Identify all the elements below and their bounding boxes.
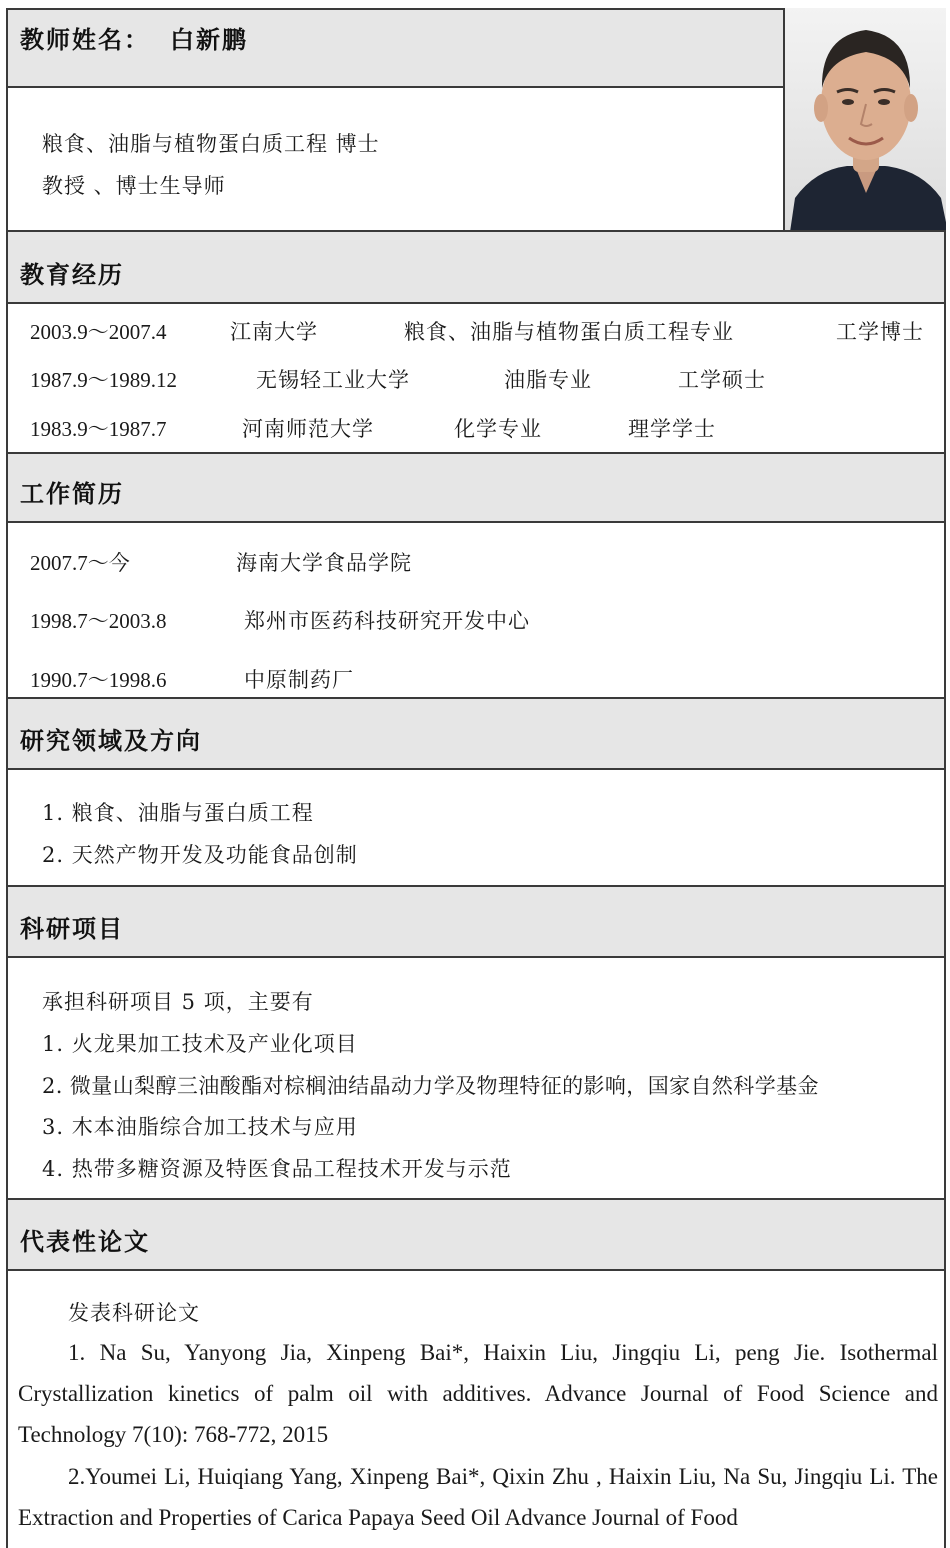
work-period: 1990.7～1998.6 — [30, 668, 167, 692]
work-period: 2007.7～今 — [30, 551, 130, 575]
education-title: 教育经历 — [20, 261, 124, 289]
work-place: 海南大学食品学院 — [236, 551, 412, 575]
projects-intro: 承担科研项目 5 项，主要有 — [42, 990, 314, 1014]
edu-school: 河南师范大学 — [242, 417, 374, 441]
edu-period: 2003.9～2007.4 — [30, 320, 167, 344]
divider — [6, 86, 783, 88]
projects-title: 科研项目 — [20, 915, 124, 943]
edu-period: 1987.9～1989.12 — [30, 368, 177, 392]
divider — [6, 1269, 946, 1271]
edu-period: 1983.9～1987.7 — [30, 417, 167, 441]
title-line: 教授 、博士生导师 — [42, 174, 226, 198]
work-place: 中原制药厂 — [244, 668, 354, 692]
project-item: 4. 热带多糖资源及特医食品工程技术开发与示范 — [42, 1157, 512, 1181]
paper-item: 1. Na Su, Yanyong Jia, Xinpeng Bai*, Haixin Liu, Jingqiu Li, peng Jie. Isothermal Crystallization kinetics of palm oil with additives. Advance Journal of Food Science and Technology 7(10): 768-772, 2015 — [18, 1340, 938, 1447]
work-title: 工作简历 — [20, 480, 124, 508]
edu-degree: 工学博士 — [836, 320, 924, 344]
edu-major: 粮食、油脂与植物蛋白质工程专业 — [404, 320, 734, 344]
teacher-name-row — [20, 20, 248, 55]
work-period: 1998.7～2003.8 — [30, 609, 167, 633]
edu-major: 化学专业 — [454, 417, 542, 441]
edu-degree: 理学学士 — [628, 417, 716, 441]
portrait-image — [785, 8, 946, 232]
paper-item: 2.Youmei Li, Huiqiang Yang, Xinpeng Bai*, Qixin Zhu , Haixin Liu, Na Su, Jingqiu Li. The Extraction and Properties of Carica Papaya Seed Oil Advance Journal of Food — [18, 1464, 938, 1530]
papers-intro: 发表科研论文 — [68, 1301, 200, 1325]
divider — [6, 956, 946, 958]
project-item: 2. 微量山梨醇三油酸酯对棕榈油结晶动力学及物理特征的影响，国家自然科学基金 — [42, 1074, 819, 1098]
teacher-name: 白新鹏 — [170, 26, 248, 54]
research-title: 研究领域及方向 — [20, 727, 202, 755]
research-item: 2. 天然产物开发及功能食品创制 — [42, 843, 358, 867]
divider — [6, 768, 946, 770]
divider — [6, 302, 946, 304]
research-item: 1. 粮食、油脂与蛋白质工程 — [42, 801, 314, 825]
section-band — [8, 232, 944, 302]
work-place: 郑州市医药科技研究开发中心 — [244, 609, 530, 633]
papers-title: 代表性论文 — [20, 1228, 150, 1256]
section-band — [8, 454, 944, 521]
edu-degree: 工学硕士 — [678, 368, 766, 392]
edu-school: 江南大学 — [230, 320, 318, 344]
edu-major: 油脂专业 — [504, 368, 592, 392]
project-item: 3. 木本油脂综合加工技术与应用 — [42, 1115, 358, 1139]
section-band — [8, 887, 944, 956]
degree-line: 粮食、油脂与植物蛋白质工程 博士 — [42, 132, 380, 156]
project-item: 1. 火龙果加工技术及产业化项目 — [42, 1032, 358, 1056]
name-label: 教师姓名： — [20, 26, 150, 54]
teacher-photo — [783, 8, 946, 232]
edu-school: 无锡轻工业大学 — [256, 368, 410, 392]
divider — [6, 521, 946, 523]
